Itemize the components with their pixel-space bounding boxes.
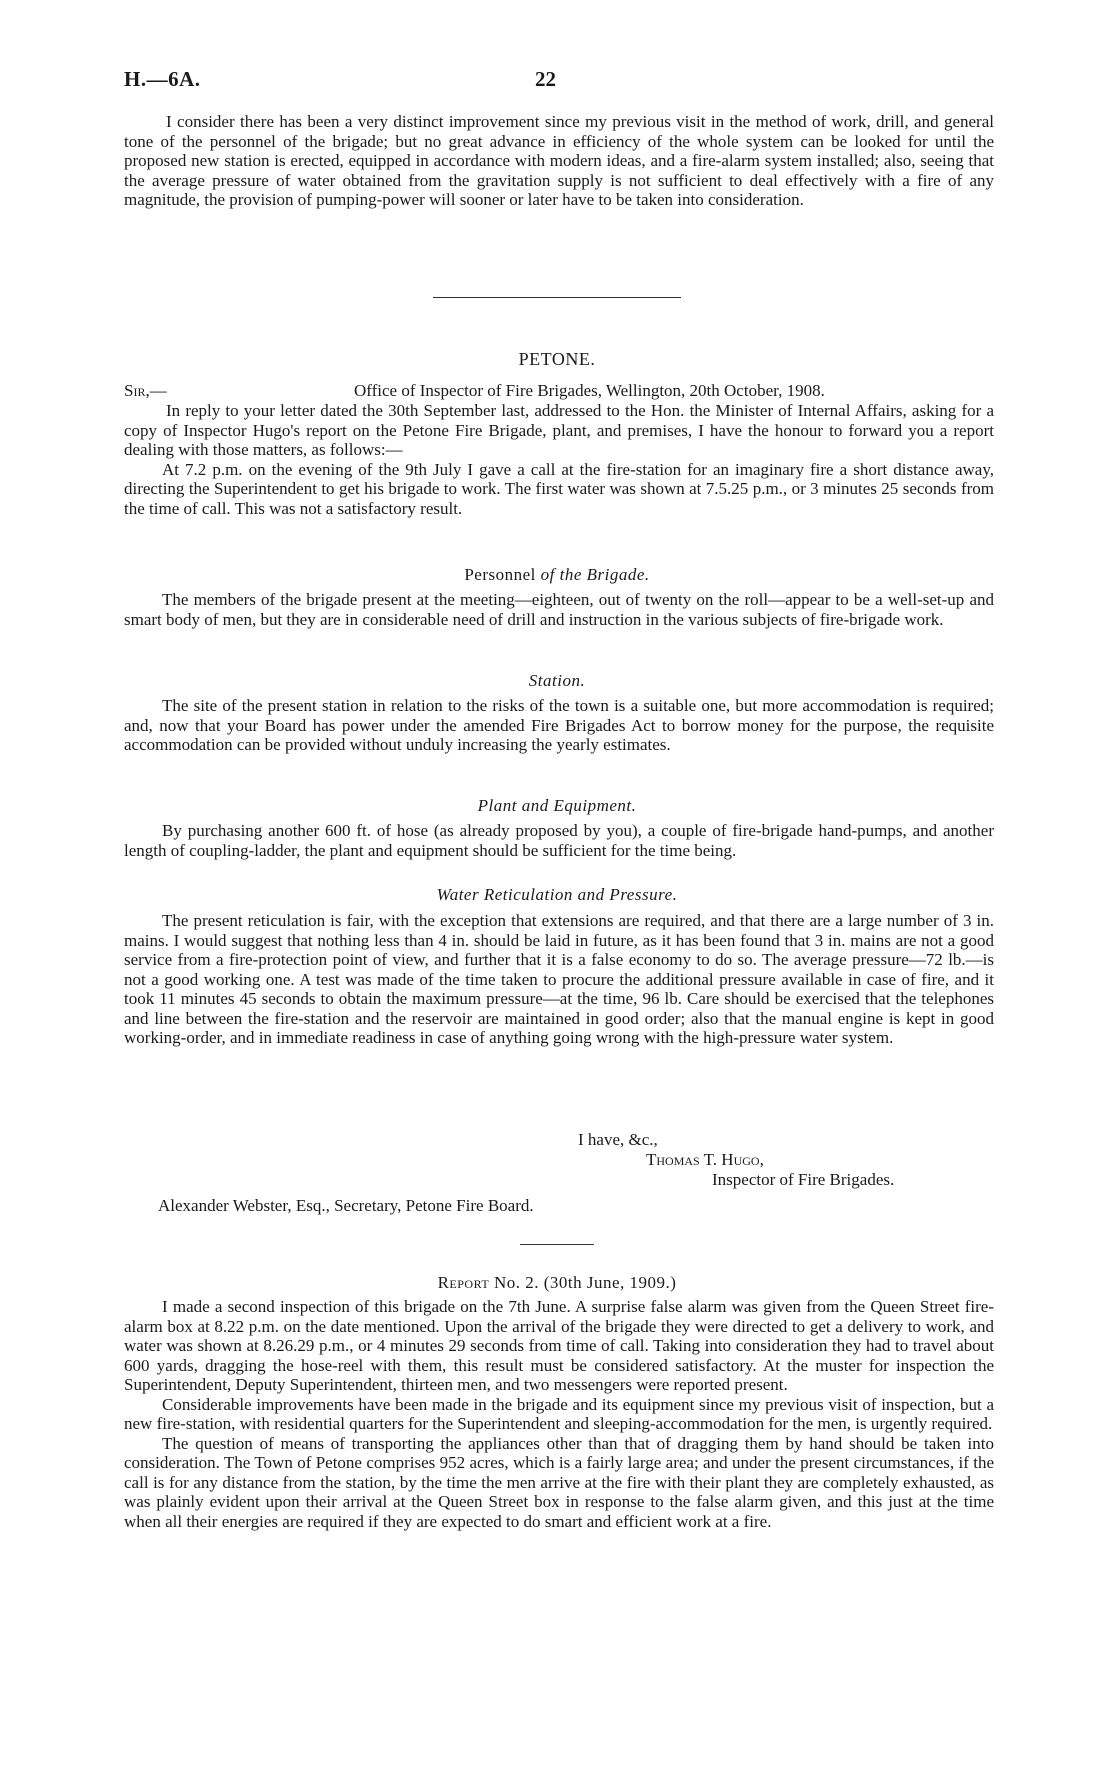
station-paragraph: The site of the present station in relation to the risks of the town is a suitable one, but more accommodation is required; and, now that your Board has power under the amended Fire Brigades Act to borrow money for the purpose, the requisite accommodation can be provided without unduly increasing the yearly estimates.: [124, 696, 994, 754]
salutation: Sir,—: [124, 381, 167, 400]
petone-letter-intro: [124, 401, 994, 518]
station-heading: Station.: [528, 671, 586, 690]
water-paragraph: The present reticulation is fair, with the exception that extensions are required, and that there are a large number of 3 in. mains. I would suggest that nothing less than 4 in. should be laid in future, as it has been found that 3 in. mains are not a good service from a fire-protection point of view, and further that it is a false economy to do so. The average pressure—72 lb.—is not a good working one. A test was made of the time taken to procure the additional pressure available in case of fire, and it took 11 minutes 45 seconds to obtain the maximum pressure—at the time, 96 lb. Care should be exercised that the telephones and line between the fire-station and the reservoir are maintained in good order; also that the manual engine is kept in good working-order, and in immediate readiness in case of anything going wrong with the high-pressure water system.: [124, 911, 994, 1047]
report-2-heading: [0, 1273, 1114, 1293]
plant-heading: Plant and Equipment.: [477, 796, 637, 815]
personnel-heading-italic: of the Brigade.: [540, 565, 650, 584]
office-line: Office of Inspector of Fire Brigades, Wellington, 20th October, 1908.: [354, 381, 825, 400]
letter-paragraph-2: At 7.2 p.m. on the evening of the 9th July I gave a call at the fire-station for an imaginary fire a short distance away, directing the Superintendent to get his brigade to work. The first water was shown at 7.5.25 p.m., or 3 minutes 25 seconds from the time of call. This was not a satisfactory result.: [124, 459, 994, 518]
personnel-paragraph: The members of the brigade present at the meeting—eighteen, out of twenty on the roll—appear to be a well-set-up and smart body of men, but they are in considerable need of drill and instruction in the various subjects of fire-brigade work.: [124, 590, 994, 629]
signature-name: Thomas T. Hugo,: [646, 1150, 764, 1169]
plant-section: [124, 821, 994, 860]
report-2-section: [124, 1297, 994, 1531]
report-2-heading-date: No. 2. (30th June, 1909.): [493, 1273, 677, 1292]
paper-reference: H.—6A.: [124, 67, 201, 91]
personnel-heading-roman: Personnel: [464, 565, 536, 584]
report-2-paragraph-3: The question of means of transporting the appliances other than that of dragging them by hand should be taken into consideration. The Town of Petone comprises 952 acres, which is a fairly large area; and under the present circumstances, if the call is for any distance from the station, by the time the men arrive at the fire with their plant they are completely exhausted, as was plainly evident upon their arrival at the Queen Street box in response to the false alarm given, and this just at the time when all their energies are required if they are expected to do smart and efficient work at a fire.: [124, 1433, 994, 1531]
personnel-heading: [0, 565, 1114, 585]
intro-section: [124, 112, 994, 210]
water-heading: Water Reticulation and Pressure.: [436, 885, 678, 904]
plant-paragraph: By purchasing another 600 ft. of hose (as already proposed by you), a couple of fire-brigade hand-pumps, and another length of coupling-ladder, the plant and equipment should be sufficient for the time being.: [124, 821, 994, 860]
page-number: 22: [535, 67, 556, 91]
report-2-paragraph-2: Considerable improvements have been made in the brigade and its equipment since my previous visit of inspection, but a new fire-station, with residential quarters for the Superintendent and sleeping-accommodation for the men, is urgently required.: [124, 1394, 994, 1433]
intro-paragraph: I consider there has been a very distinct improvement since my previous visit in the method of work, drill, and general tone of the personnel of the brigade; but no great advance in efficiency of the whole system can be looked for until the proposed new station is erected, equipped in accordance with modern ideas, and a fire-alarm system installed; also, seeing that the average pressure of water obtained from the gravitation supply is not sufficient to deal effectively with a fire of any magnitude, the provision of pumping-power will sooner or later have to be taken into consideration.: [124, 112, 994, 209]
addressee: Alexander Webster, Esq., Secretary, Petone Fire Board.: [158, 1196, 534, 1215]
section-divider: [433, 297, 681, 298]
station-section: [124, 696, 994, 755]
report-2-paragraph-1: I made a second inspection of this brigade on the 7th June. A surprise false alarm was given from the Queen Street fire-alarm box at 8.22 p.m. on the date mentioned. Upon the arrival of the brigade they were directed to get a delivery to work, and water was shown at 8.26.29 p.m., or 4 minutes 29 seconds from time of call. Taking into consideration they had to travel about 600 yards, dragging the hose-reel with them, this result must be considered satisfactory. At the muster for inspection the Superintendent, Deputy Superintendent, thirteen men, and two messengers were reported present.: [124, 1297, 994, 1394]
report-2-heading-label: Report: [437, 1273, 490, 1292]
personnel-section: [124, 590, 994, 629]
petone-heading: PETONE.: [518, 349, 596, 369]
closing-line: I have, &c.,: [578, 1130, 658, 1149]
short-divider: [520, 1244, 594, 1245]
water-section: [124, 911, 994, 1048]
signature-title: Inspector of Fire Brigades.: [712, 1170, 895, 1189]
letter-paragraph-1: In reply to your letter dated the 30th September last, addressed to the Hon. the Minister of Internal Affairs, asking for a copy of Inspector Hugo's report on the Petone Fire Brigade, plant, and premises, I have the honour to forward you a report dealing with those matters, as follows:—: [124, 401, 994, 459]
